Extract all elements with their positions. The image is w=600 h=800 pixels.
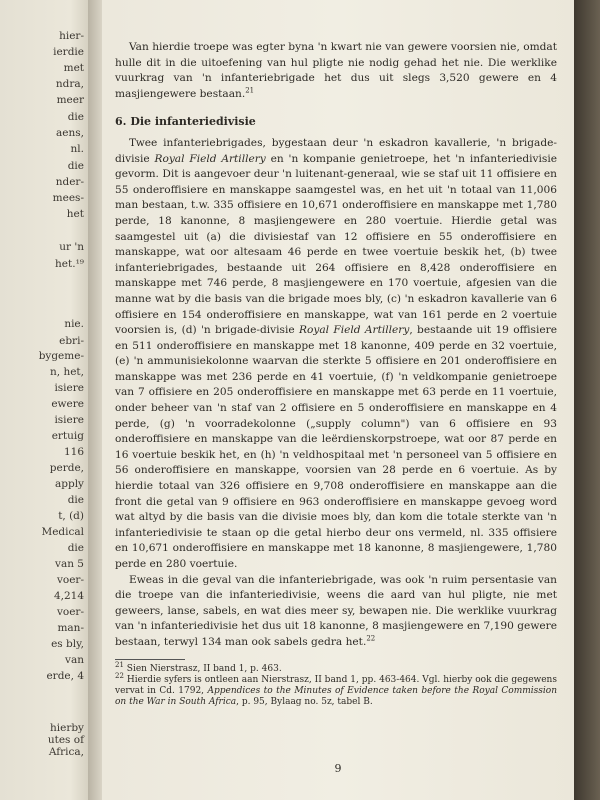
left-page-text-fragment: utes of (47, 734, 84, 746)
left-page-text-fragment: apply (55, 478, 84, 490)
left-page-text-fragment: man- (57, 622, 84, 634)
left-page-text-fragment: met (63, 62, 84, 74)
left-page-text-fragment: ierdie (53, 46, 84, 58)
left-page-text-fragment: ndra, (55, 78, 84, 90)
left-page (0, 0, 88, 800)
left-page-text-fragment: t, (d) (58, 510, 84, 522)
left-page-text-fragment: het (66, 208, 84, 220)
left-page-text-fragment: het.¹⁹ (55, 258, 84, 270)
page-number: 9 (334, 762, 342, 775)
left-page-text-fragment: erde, 4 (46, 670, 84, 682)
left-page-text-fragment: hierby (49, 722, 84, 734)
left-page-text-fragment: ur 'n (59, 241, 84, 253)
paragraph-1: Van hierdie troepe was egter byna 'n kwart nie van gewere voorsien nie, omdat hulle dit in die uitoefening van hul pligte nie nodig gehad het nie. Die werklike vuurkrag van 'n infanteriebrigade het dus uit slegs 3,520 gewere en 4 masjiengewere bestaan.$^{21}$ (115, 41, 557, 100)
left-page-text-fragment: 116 (63, 446, 84, 458)
left-page-text-fragment: isiere (54, 382, 84, 394)
left-page-text-fragment: es bly, (51, 638, 84, 650)
left-page-text-fragment: die (67, 542, 84, 554)
left-page-text-fragment: nder- (55, 176, 84, 188)
left-page-text-fragment: die (67, 160, 84, 172)
left-page-text-fragment: van 5 (55, 558, 84, 570)
left-page-text-fragment: die (67, 494, 84, 506)
left-page-text-fragment: bygeme- (38, 350, 84, 362)
left-page-text-fragment: ertuig (51, 430, 84, 442)
left-page-text-fragment: 4,214 (53, 590, 84, 602)
left-page-text-fragment: isiere (54, 414, 84, 426)
footnote-ref-21: 21 (245, 86, 255, 95)
left-page-text-fragment: perde, (49, 462, 84, 474)
left-page-text-fragment: ewere (51, 398, 84, 410)
left-page-text-fragment: Medical (41, 526, 84, 538)
left-page-text-fragment: aens, (56, 127, 84, 139)
footnote-ref-22: 22 (366, 634, 376, 643)
book-gutter (88, 0, 102, 800)
left-page-text-fragment: n, het, (50, 366, 84, 378)
footnote-rule (115, 659, 185, 660)
left-page-text-fragment: voer- (56, 606, 84, 618)
left-page-text-fragment: nie. (64, 318, 84, 330)
paragraph-2: Twee infanteriebrigades, bygestaan deur 'n eskadron kavallerie, 'n brigade-divisie Royal Field Artillery en 'n kompanie genietroepe, het 'n infanteriedivisie gevorm. Dit is aangevoer deur 'n luitenant-generaal, wie se staf uit 11 offisiere en 55 onderoffisiere en manskappe saamgestel was, en het uit 'n totaal van 11,006 man bestaan, t.w. 335 offisiere en 10,671 onderoffisiere en manskappe met 1,780 perde, 18 kanonne, 8 masjiengewere en 280 voertuie. Hierdie getal was saamgestel uit (a) die divisiestaf van 12 offisiere en 55 onderoffisiere en manskappe, wat oor altesaam 46 perde en twee voertuie beskik het, (b) twee infanteriebrigades, bestaande uit 264 offisiere en 8,428 onderoffisiere en manskappe met 746 perde, 8 masjiengewere en 170 voertuie, afgesien van die manne wat by die basis van die brigade moes bly, (c) 'n eskadron kavallerie van 6 offisiere en 154 onderoffisiere en manskappe, wat van 161 perde en 2 voertuie voorsien is, (d) 'n brigade-divisie Royal Field Artillery, bestaande uit 19 offisiere en 511 onderoffisiere en manskappe met 18 kanonne, 409 perde en 32 voertuie, (e) 'n ammunisiekolonne waarvan die sterkte 5 offisiere en 201 onderoffisiere en manskappe was met 236 perde en 41 voertuie, (f) 'n veldkompanie genietroepe van 7 offisiere en 205 onderoffisiere en manskappe met 63 perde en 11 voertuie, onder beheer van 'n staf van 2 offisiere en 5 onderoffisiere en manskappe en 4 perde, (g) 'n voorradekolonne („supply column") van 6 offisiere en 93 onderoffisiere en manskappe van die leërdienskorpstroepe, wat oor 87 perde en 16 voertuie beskik het, en (h) 'n veldhospitaal met 'n personeel van 5 offisiere en 56 onderoffisiere en manskappe, voorsien van 28 perde en 6 voertuie. As by hierdie totaal van 326 offisiere en 9,708 onderoffisiere en manskappe aan die front die getal van 9 offisiere en 963 onderoffisiere en manskappe gevoeg word wat altyd by die basis van die divisie moes bly, dan kom die totale sterkte van 'n infanteriedivisie te staan op die getal hierbo deur ons vermeld, nl. 335 offisiere en 10,671 onderoffisiere en manskappe met 18 kanonne, 8 masjiengewere, 1,780 perde en 280 voertuie. (115, 136, 557, 570)
section-heading: 6. Die infanteriedivisie (115, 115, 256, 129)
footnote-21: $^{21}$ Sien Nierstrasz, II band 1, p. 463. (115, 660, 282, 674)
left-page-text-fragment: ebri- (59, 335, 84, 347)
paragraph-3: Eweas in die geval van die infanteriebrigade, was ook 'n ruim persentasie van die troepe van die infanteriedivisie, weens die aard van hul pligte, nie met geweers, lanse, sabels, en wat dies meer sy, bewapen nie. Die werklike vuurkrag van 'n infanteriedivisie het dus uit 18 kanonne, 8 masjiengewere en 7,190 gewere bestaan, terwyl 134 man ook sabels gedra het.$^{22}$ (115, 573, 557, 648)
left-page-text-fragment: die (67, 111, 84, 123)
left-page-text-fragment: mees- (52, 192, 84, 204)
right-page (102, 0, 574, 800)
left-page-text-fragment: meer (56, 94, 84, 106)
background-edge (574, 0, 600, 800)
text-block (115, 40, 557, 708)
left-page-text-fragment: nl. (70, 143, 84, 155)
left-page-text-fragment: Africa, (48, 746, 84, 758)
left-page-text-fragment: voer- (56, 574, 84, 586)
left-page-text-fragment: hier- (59, 30, 84, 42)
left-page-text-fragment: van (65, 654, 84, 666)
footnote-22: $^{22}$ Hierdie syfers is ontleen aan Nierstrasz, II band 1, pp. 463-464. Vgl. hierby ook die gegewens vervat in Cd. 1792, Appendices to the Minutes of Evidence taken before the Royal Commission on the War in South Africa, p. 95, Bylaag no. 5z, tabel B. (115, 671, 557, 707)
